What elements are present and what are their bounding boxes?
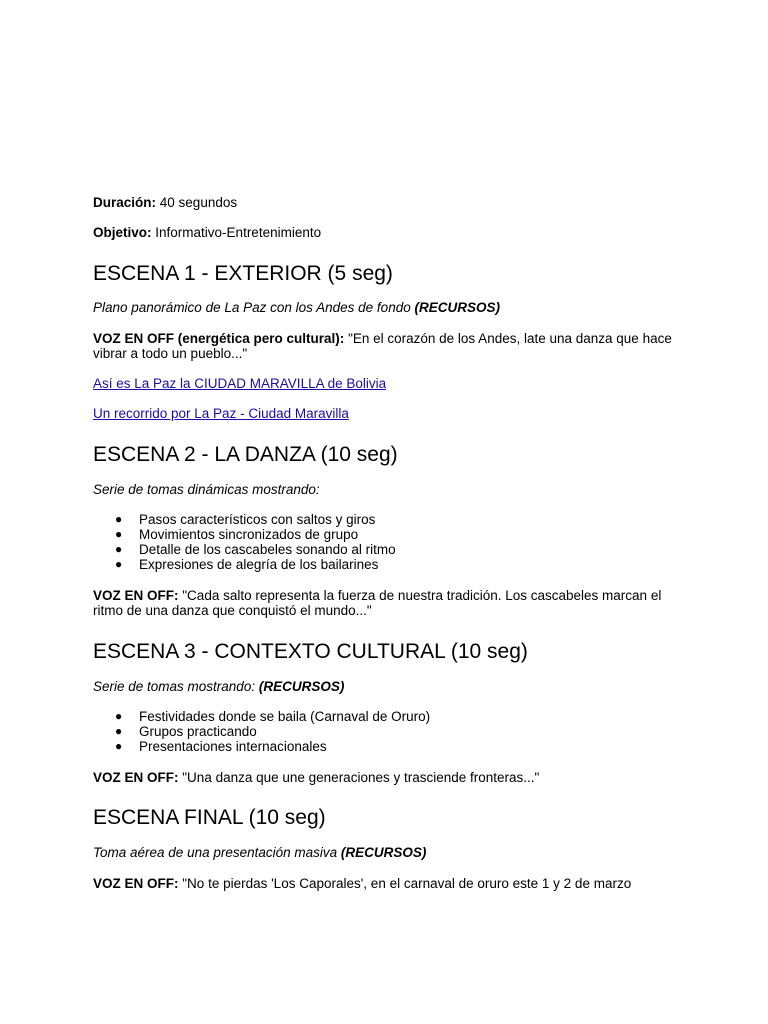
escena2-voz-text: "Cada salto representa la fuerza de nuestra tradición. Los cascabeles marcan el ritmo de una danza que conquistó el mundo..." bbox=[93, 588, 662, 618]
escena3-desc-text: Serie de tomas mostrando: bbox=[93, 679, 259, 694]
escena-final-desc-text: Toma aérea de una presentación masiva bbox=[93, 845, 341, 860]
duracion-label: Duración: bbox=[93, 195, 157, 210]
escena1-recursos: (RECURSOS) bbox=[414, 300, 500, 315]
escena1-desc-text: Plano panorámico de La Paz con los Andes de fondo bbox=[93, 300, 415, 315]
escena2-voz-label: VOZ EN OFF: bbox=[93, 588, 179, 603]
bullet-icon: ● bbox=[115, 709, 123, 723]
escena2-bullet-list bbox=[93, 512, 396, 572]
escena-final-recursos: (RECURSOS) bbox=[340, 845, 427, 860]
list-item: ● Pasos característicos con saltos y giros bbox=[115, 512, 376, 527]
bullet-icon: ● bbox=[115, 724, 123, 738]
escena3-bullet-list bbox=[93, 709, 430, 754]
bullet-icon: ● bbox=[115, 527, 123, 541]
escena-final-voz-en-off bbox=[93, 876, 683, 891]
list-item: ● Presentaciones internacionales bbox=[115, 739, 327, 754]
escena3-voz-label: VOZ EN OFF: bbox=[93, 770, 179, 785]
link-recorrido-la-paz[interactable]: Un recorrido por La Paz - Ciudad Maravilla bbox=[93, 406, 349, 421]
list-item: ● Expresiones de alegría de los bailarines bbox=[115, 557, 379, 572]
escena-final-voz-label: VOZ EN OFF: bbox=[93, 876, 179, 891]
escena1-voz-en-off bbox=[93, 331, 683, 361]
bullet-icon: ● bbox=[115, 739, 123, 753]
bullet-icon: ● bbox=[115, 512, 123, 526]
list-item: ● Movimientos sincronizados de grupo bbox=[115, 527, 359, 542]
bullet-icon: ● bbox=[115, 557, 123, 571]
escena3-voz-text: "Una danza que une generaciones y trasciende fronteras..." bbox=[182, 770, 540, 785]
escena1-voz-text: "En el corazón de los Andes, late una danza que hace vibrar a todo un pueblo..." bbox=[93, 331, 672, 361]
objetivo-label: Objetivo: bbox=[93, 225, 152, 240]
duracion-line bbox=[93, 195, 237, 211]
escena3-title: ESCENA 3 - CONTEXTO CULTURAL (10 seg) bbox=[93, 640, 528, 663]
escena-final-title: ESCENA FINAL (10 seg) bbox=[93, 806, 326, 829]
escena2-voz-en-off bbox=[93, 588, 683, 618]
list-item: ● Festividades donde se baila (Carnaval de Oruro) bbox=[115, 709, 431, 724]
escena1-voz-label: VOZ EN OFF (energética pero cultural): bbox=[93, 331, 345, 346]
list-item: ● Grupos practicando bbox=[115, 724, 257, 739]
escena2-description bbox=[93, 482, 320, 498]
objetivo-value: Informativo-Entretenimiento bbox=[155, 225, 322, 240]
objetivo-line bbox=[93, 225, 321, 241]
escena-final-description bbox=[93, 845, 426, 861]
bullet-icon: ● bbox=[115, 542, 123, 556]
link-ciudad-maravilla[interactable]: Así es La Paz la CIUDAD MARAVILLA de Bolivia bbox=[93, 376, 387, 391]
duracion-value: 40 segundos bbox=[159, 195, 238, 210]
escena1-title: ESCENA 1 - EXTERIOR (5 seg) bbox=[93, 262, 393, 285]
escena3-voz-en-off bbox=[93, 770, 683, 785]
escena2-desc-text: Serie de tomas dinámicas mostrando: bbox=[93, 482, 320, 497]
escena3-description bbox=[93, 679, 344, 695]
escena3-recursos: (RECURSOS) bbox=[258, 679, 345, 694]
escena1-description bbox=[93, 300, 500, 316]
escena-final-voz-text: "No te pierdas 'Los Caporales', en el carnaval de oruro este 1 y 2 de marzo bbox=[182, 876, 632, 891]
list-item: ● Detalle de los cascabeles sonando al ritmo bbox=[115, 542, 396, 557]
escena2-title: ESCENA 2 - LA DANZA (10 seg) bbox=[93, 443, 398, 466]
